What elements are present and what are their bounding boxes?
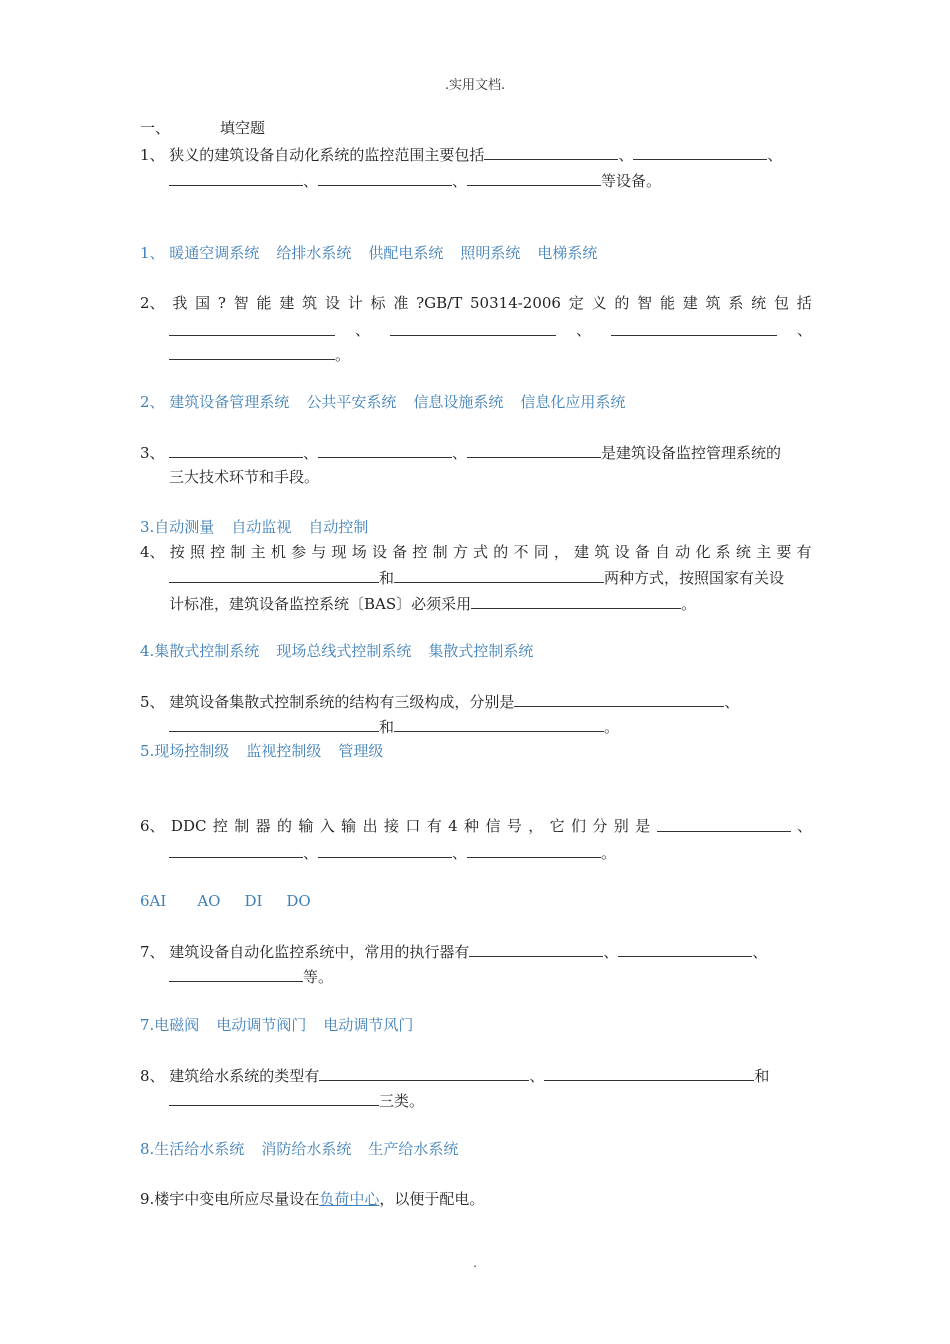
text-segment: 方 — [452, 543, 468, 561]
text-segment: 设 — [324, 294, 340, 312]
text-segment: 1、 狭义的建筑设备自动化系统的监控范围主要包括 — [140, 146, 485, 164]
text-segment: 机 — [270, 543, 286, 561]
text-segment: 、 — [529, 1067, 545, 1085]
text-segment: 动 — [675, 543, 691, 561]
blank[interactable] — [657, 816, 791, 832]
text-segment: 能 — [659, 294, 675, 312]
text-segment: 、 — [452, 444, 468, 462]
blank[interactable] — [169, 842, 303, 858]
text-segment: 化 — [695, 543, 711, 561]
text-segment: 现 — [331, 543, 347, 561]
text-segment: 电梯系统 — [537, 244, 598, 262]
text-segment: 建 — [279, 294, 295, 312]
text-segment: 50314-2006 — [470, 294, 561, 312]
text-segment: 接 — [383, 817, 399, 835]
question-4-line-1 — [140, 542, 812, 562]
text-segment: 要 — [776, 543, 792, 561]
text-segment: 和 — [379, 718, 395, 736]
text-segment: 计 — [347, 294, 363, 312]
text-segment: 5、 建筑设备集散式控制系统的结构有三级构成，分别是 — [140, 693, 515, 711]
text-segment: 。 — [604, 718, 620, 736]
section-number: 一、 — [140, 119, 171, 137]
text-segment: 制 — [234, 817, 250, 835]
blank[interactable] — [484, 144, 618, 160]
question-8-line-1 — [140, 1065, 812, 1086]
blank[interactable] — [169, 716, 379, 732]
text-segment: 有 — [426, 817, 442, 835]
text-segment: 输 — [341, 817, 357, 835]
blank[interactable] — [169, 170, 303, 186]
text-segment: 制 — [230, 543, 246, 561]
blank[interactable] — [618, 941, 752, 957]
text-segment: 4 — [448, 817, 458, 835]
text-segment: 2、 — [140, 294, 165, 312]
text-segment: 照明系统 — [460, 244, 521, 262]
text-segment: 8、 建筑给水系统的类型有 — [140, 1067, 320, 1085]
text-segment: 我 — [172, 294, 188, 312]
text-segment: 信息化应用系统 — [520, 393, 626, 411]
text-segment: 别 — [613, 817, 629, 835]
text-segment: 备 — [634, 543, 650, 561]
text-segment: 设 — [614, 543, 630, 561]
text-segment: ，以便于配电。 — [379, 1190, 485, 1208]
text-segment: 建 — [574, 543, 590, 561]
blank[interactable] — [169, 567, 379, 583]
answer-4 — [140, 641, 812, 661]
text-segment: 参 — [291, 543, 307, 561]
text-segment: 主 — [250, 543, 266, 561]
answer-5 — [140, 741, 812, 761]
text-segment: 筑 — [302, 294, 318, 312]
text-segment: 主 — [756, 543, 772, 561]
text-segment: 9.楼宇中变电所应尽量设在 — [140, 1190, 320, 1208]
text-segment: 4.集散式控制系统 — [140, 642, 260, 660]
question-6-line-1 — [140, 816, 812, 836]
text-segment: 括 — [796, 294, 812, 312]
text-segment: ， — [528, 817, 544, 835]
text-segment: 智 — [233, 294, 249, 312]
text-segment: 监视控制级 — [246, 742, 322, 760]
section-title — [140, 118, 812, 138]
text-segment: 分 — [592, 817, 608, 835]
answer-2 — [140, 392, 812, 412]
text-segment: 控 — [412, 543, 428, 561]
blank[interactable] — [169, 966, 303, 982]
text-segment: 现场总线式控制系统 — [276, 642, 412, 660]
blank[interactable] — [318, 842, 452, 858]
text-segment: 1、 暖通空调系统 — [140, 244, 260, 262]
text-segment: 8.生活给水系统 — [140, 1140, 245, 1158]
question-4-line-3 — [169, 593, 812, 614]
question-1-line-1 — [140, 144, 812, 165]
text-segment: 智 — [637, 294, 653, 312]
blank[interactable] — [469, 941, 603, 957]
text-segment: 它 — [549, 817, 565, 835]
text-segment: 、 — [603, 943, 619, 961]
text-segment: 7.电磁阀 — [140, 1016, 200, 1034]
blank[interactable] — [467, 442, 601, 458]
blank[interactable] — [394, 567, 604, 583]
blank[interactable] — [390, 320, 556, 336]
text-segment: 义 — [591, 294, 607, 312]
question-2-line-1 — [140, 293, 812, 313]
question-2-line-3 — [169, 344, 812, 365]
text-segment: 、 — [452, 844, 468, 862]
blank[interactable] — [514, 691, 724, 707]
text-segment: 定 — [568, 294, 584, 312]
question-3-line-1 — [140, 442, 812, 463]
text-segment: 等设备。 — [601, 172, 662, 190]
text-segment: 式 — [473, 543, 489, 561]
text-segment: 生产给水系统 — [368, 1140, 459, 1158]
text-segment: 入 — [319, 817, 335, 835]
text-segment: 是 — [635, 817, 651, 835]
text-segment: 。 — [335, 346, 351, 364]
text-segment: 。 — [601, 844, 617, 862]
text-segment: 包 — [773, 294, 789, 312]
text-segment: 统 — [735, 543, 751, 561]
text-segment: 3、 — [140, 444, 165, 462]
text-segment: 3.自动测量 — [140, 518, 215, 536]
blank[interactable] — [169, 442, 303, 458]
text-segment: DI — [244, 892, 263, 910]
text-segment: 三类。 — [379, 1092, 425, 1110]
text-segment: 的 — [614, 294, 630, 312]
question-4-line-2 — [169, 567, 812, 588]
question-3-line-2: 三大技术环节和手段。 — [169, 468, 320, 486]
text-segment: 标 — [370, 294, 386, 312]
blank[interactable] — [544, 1065, 754, 1081]
text-segment: 和 — [754, 1067, 770, 1085]
text-segment: 同 — [533, 543, 549, 561]
question-7-line-1 — [140, 941, 812, 962]
text-segment: ? — [217, 294, 226, 312]
text-segment: 、 — [303, 444, 319, 462]
text-segment: 国 — [195, 294, 211, 312]
text-segment: 、 — [724, 693, 740, 711]
text-segment: 和 — [379, 569, 395, 587]
text-segment: 筑 — [705, 294, 721, 312]
text-segment: 自动控制 — [308, 518, 369, 536]
text-segment: 种 — [464, 817, 480, 835]
text-segment: 是建筑设备监控管理系统的 — [601, 444, 782, 462]
text-segment: 建 — [682, 294, 698, 312]
text-segment: 、 — [767, 146, 783, 164]
question-7-line-2 — [169, 966, 812, 987]
text-segment: 供配电系统 — [368, 244, 444, 262]
blank[interactable] — [169, 344, 335, 360]
text-segment: 器 — [255, 817, 271, 835]
text-segment: 电动调节风门 — [323, 1016, 414, 1034]
text-segment: 号 — [506, 817, 522, 835]
question-9-answer: 负荷中心 — [319, 1190, 380, 1208]
text-segment: 公共平安系统 — [306, 393, 397, 411]
text-segment: 给排水系统 — [276, 244, 352, 262]
text-segment: 、 — [575, 321, 591, 339]
blank[interactable] — [471, 593, 681, 609]
text-segment: 出 — [362, 817, 378, 835]
text-segment: 、 — [452, 172, 468, 190]
text-segment: 与 — [311, 543, 327, 561]
text-segment: 集散式控制系统 — [428, 642, 534, 660]
text-segment: 等。 — [303, 968, 334, 986]
text-segment: 2、 建筑设备管理系统 — [140, 393, 290, 411]
question-1-line-2 — [169, 170, 812, 191]
blank[interactable] — [318, 442, 452, 458]
text-segment: 筑 — [594, 543, 610, 561]
text-segment: 的 — [493, 543, 509, 561]
question-8-line-2 — [169, 1090, 812, 1111]
text-segment: 6、 — [140, 817, 165, 835]
blank[interactable] — [169, 1090, 379, 1106]
question-5-line-2 — [169, 716, 812, 737]
text-segment: 自动监视 — [231, 518, 292, 536]
blank[interactable] — [319, 1065, 529, 1081]
answer-7 — [140, 1015, 812, 1035]
text-segment: AO — [197, 892, 221, 910]
text-segment: 设 — [371, 543, 387, 561]
page-header: .实用文档. — [444, 78, 506, 93]
text-segment: 、 — [796, 321, 812, 339]
question-9 — [140, 1189, 812, 1209]
text-segment: 电动调节阀门 — [216, 1016, 307, 1034]
text-segment: 照 — [189, 543, 205, 561]
text-segment: 制 — [432, 543, 448, 561]
section-label: 填空题 — [220, 119, 266, 137]
text-segment: 准 — [393, 294, 409, 312]
text-segment: 6AI — [140, 892, 167, 910]
text-segment: 、 — [303, 172, 319, 190]
text-segment: 有 — [796, 543, 812, 561]
text-segment: 信 — [485, 817, 501, 835]
text-segment: 们 — [571, 817, 587, 835]
text-segment: 统 — [751, 294, 767, 312]
blank[interactable] — [467, 842, 601, 858]
text-segment: 场 — [351, 543, 367, 561]
answer-8 — [140, 1139, 812, 1159]
blank[interactable] — [633, 144, 767, 160]
text-segment: 备 — [392, 543, 408, 561]
question-6-line-2 — [169, 842, 812, 863]
text-segment: 7、 建筑设备自动化监控系统中，常用的执行器有 — [140, 943, 470, 961]
text-segment: 5.现场控制级 — [140, 742, 230, 760]
text-segment: DO — [286, 892, 311, 910]
text-segment: 系 — [715, 543, 731, 561]
text-segment: 信息设施系统 — [413, 393, 504, 411]
text-segment: ?GB/T — [416, 294, 463, 312]
text-segment: ， — [553, 543, 569, 561]
text-segment: 输 — [298, 817, 314, 835]
blank[interactable] — [394, 716, 604, 732]
text-segment: 按 — [169, 543, 185, 561]
text-segment: 计标准，建筑设备监控系统〔BAS〕必须采用 — [169, 595, 472, 613]
text-segment: 口 — [405, 817, 421, 835]
text-segment: 、 — [796, 817, 812, 835]
text-segment: 能 — [256, 294, 272, 312]
text-segment: 、 — [354, 321, 370, 339]
answer-1 — [140, 243, 812, 263]
page-footer: . — [473, 1256, 477, 1270]
question-2-line-2 — [169, 320, 812, 340]
text-segment: 管理级 — [338, 742, 384, 760]
text-segment: 的 — [277, 817, 293, 835]
text-segment: 、 — [752, 943, 768, 961]
blank[interactable] — [611, 320, 777, 336]
text-segment: 控 — [212, 817, 228, 835]
text-segment: 、 — [303, 844, 319, 862]
answer-3 — [140, 517, 812, 537]
blank[interactable] — [318, 170, 452, 186]
text-segment: 、 — [618, 146, 634, 164]
text-segment: 不 — [513, 543, 529, 561]
blank[interactable] — [467, 170, 601, 186]
text-segment: 消防给水系统 — [261, 1140, 352, 1158]
text-segment: 自 — [655, 543, 671, 561]
text-segment: 。 — [681, 595, 697, 613]
text-segment: 4、 — [140, 543, 165, 561]
answer-6 — [140, 891, 812, 911]
text-segment: 控 — [210, 543, 226, 561]
text-segment: DDC — [170, 817, 207, 835]
question-5-line-1 — [140, 691, 812, 712]
text-segment: 两种方式，按照国家有关设 — [604, 569, 785, 587]
text-segment: 系 — [728, 294, 744, 312]
blank[interactable] — [169, 320, 335, 336]
